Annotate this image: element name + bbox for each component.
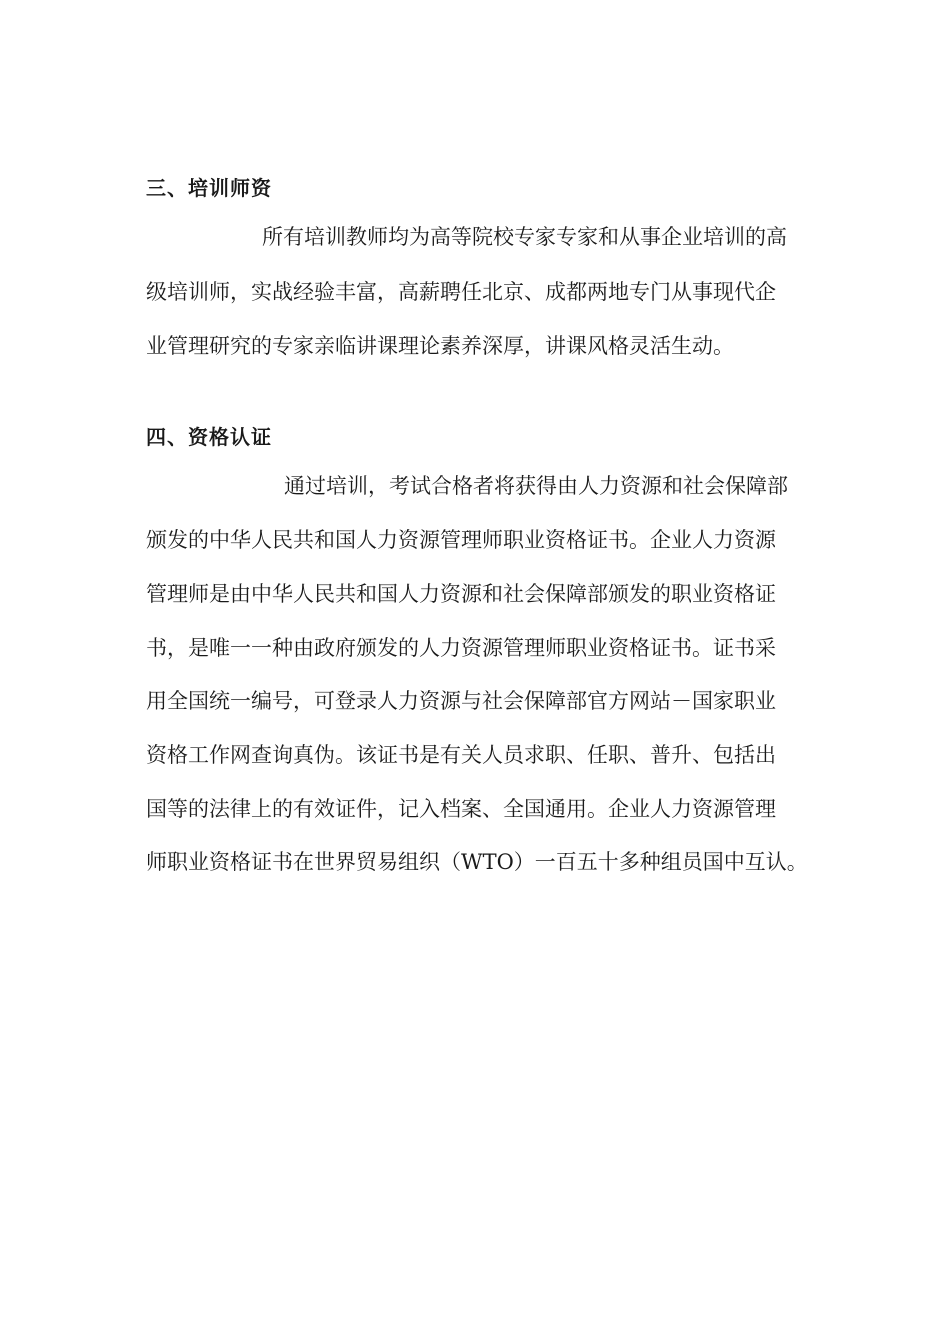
paragraph-line: 师职业资格证书在世界贸易组织（WTO）一百五十多种组员国中互认。: [146, 850, 808, 874]
paragraph-line: 资格工作网查询真伪。该证书是有关人员求职、任职、普升、包括出: [146, 743, 776, 767]
paragraph-line: 颁发的中华人民共和国人力资源管理师职业资格证书。企业人力资源: [146, 528, 776, 552]
paragraph-line: 管理师是由中华人民共和国人力资源和社会保障部颁发的职业资格证: [146, 582, 776, 606]
section-heading-training-faculty: 三、培训师资: [146, 176, 272, 200]
paragraph-line: 所有培训教师均为高等院校专家专家和从事企业培训的高: [262, 225, 787, 249]
paragraph-line: 用全国统一编号，可登录人力资源与社会保障部官方网站－国家职业: [146, 689, 776, 713]
paragraph-line: 通过培训，考试合格者将获得由人力资源和社会保障部: [284, 474, 788, 498]
section-heading-qualification: 四、资格认证: [146, 425, 272, 449]
paragraph-line: 书，是唯一一种由政府颁发的人力资源管理师职业资格证书。证书采: [146, 636, 776, 660]
paragraph-line: 业管理研究的专家亲临讲课理论素养深厚，讲课风格灵活生动。: [146, 334, 734, 358]
paragraph-line: 级培训师，实战经验丰富，高薪聘任北京、成都两地专门从事现代企: [146, 280, 776, 304]
paragraph-line: 国等的法律上的有效证件，记入档案、全国通用。企业人力资源管理: [146, 797, 776, 821]
